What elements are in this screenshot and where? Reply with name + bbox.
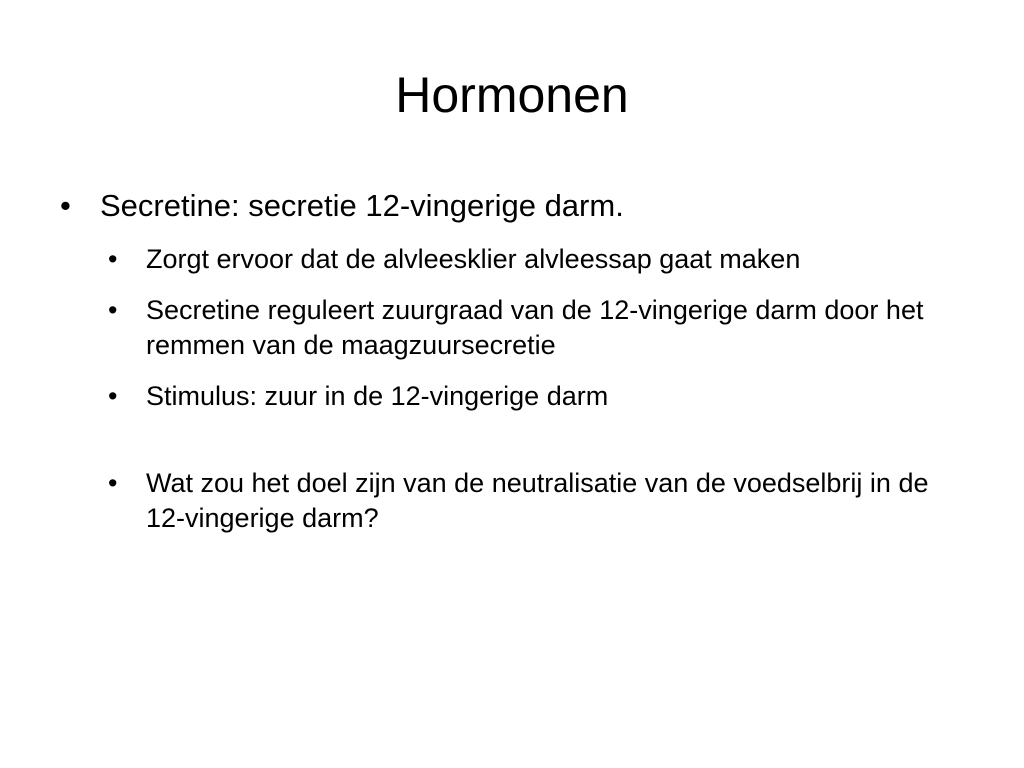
bullet-dot-icon: • <box>60 188 71 223</box>
sub-bullet-list <box>108 242 970 536</box>
sub-bullet-text: Secretine reguleert zuurgraad van de 12-vingerige darm door het remmen van de maagzuursecretie <box>146 295 924 360</box>
sub-bullet <box>108 242 970 277</box>
bullet-dot-icon: • <box>108 468 118 498</box>
sub-bullet <box>108 466 970 536</box>
bullet-dot-icon: • <box>108 244 118 274</box>
slide-title: Hormonen <box>395 67 629 123</box>
bullet-dot-icon: • <box>108 295 118 325</box>
main-bullet-text: Secretine: secretie 12-vingerige darm. <box>100 188 624 223</box>
sub-bullet-text: Wat zou het doel zijn van de neutralisatie van de voedselbrij in de 12-vingerige darm? <box>146 468 929 533</box>
sub-bullet <box>108 293 970 363</box>
sub-bullet-text: Zorgt ervoor dat de alvleesklier alvleessap gaat maken <box>146 244 801 274</box>
sub-bullet-text: Stimulus: zuur in de 12-vingerige darm <box>146 381 609 411</box>
slide-body <box>60 186 970 552</box>
main-bullet <box>60 186 970 226</box>
sub-bullet <box>108 379 970 414</box>
bullet-dot-icon: • <box>108 381 118 411</box>
